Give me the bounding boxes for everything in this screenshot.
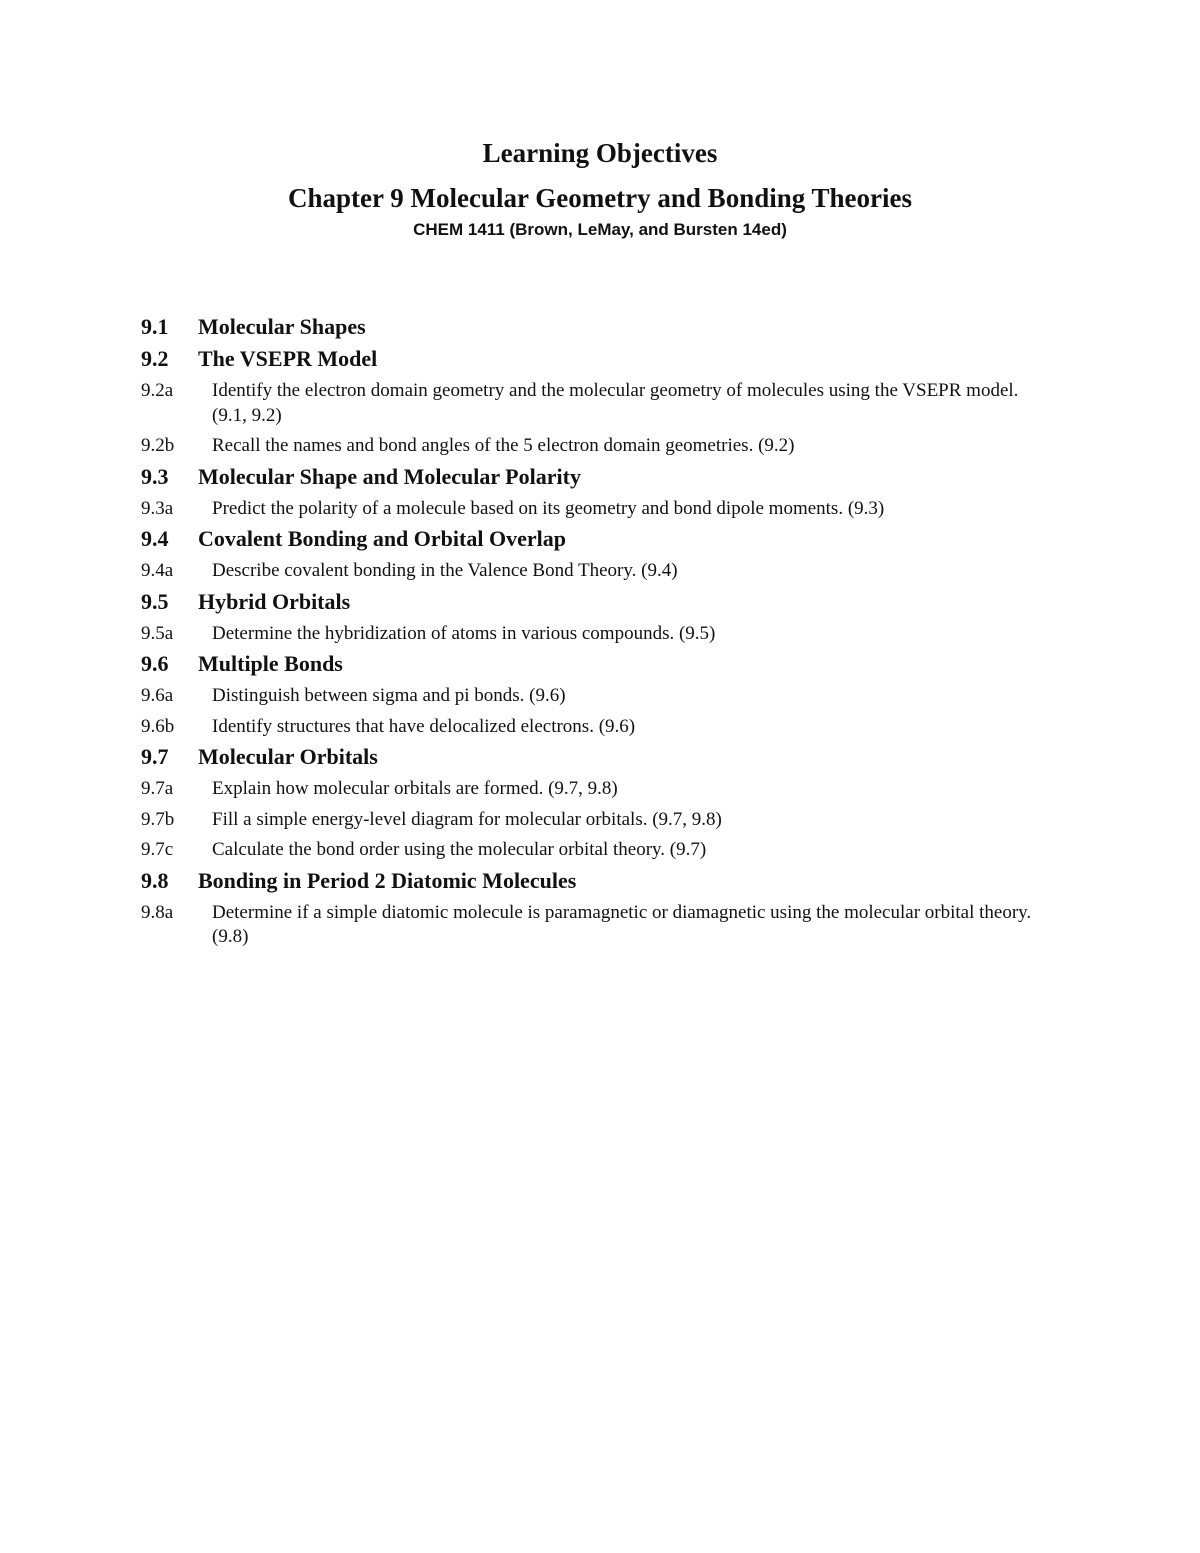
objective-text: Fill a simple energy-level diagram for molecular orbitals. (9.7, 9.8): [212, 808, 722, 830]
section-number: 9.3: [141, 463, 169, 489]
section-number: 9.4: [141, 526, 169, 551]
objective-item: [141, 808, 1041, 833]
objective-text: Identify structures that have delocalized electrons. (9.6): [212, 715, 636, 737]
section-title: Multiple Bonds: [198, 651, 343, 676]
objective-item: [141, 434, 1041, 459]
section-title: Molecular Shapes: [198, 314, 366, 339]
objective-text: Predict the polarity of a molecule based on its geometry and bond dipole moments. (9.3): [212, 497, 885, 519]
objective-text: Describe covalent bonding in the Valence Bond Theory. (9.4): [212, 560, 678, 581]
objective-text: Distinguish between sigma and pi bonds. (9.6): [212, 685, 566, 706]
objective-number: 9.7a: [141, 778, 174, 799]
objective-item: [141, 684, 1041, 709]
objective-text: Identify the electron domain geometry and the molecular geometry of molecules using the VSEPR model. (9.1, 9.2): [212, 380, 1019, 426]
section-heading: [141, 588, 1041, 616]
objective-item: [141, 622, 1041, 647]
objective-item: [141, 777, 1041, 802]
section-number: 9.7: [141, 744, 169, 769]
objective-item: [141, 715, 1041, 740]
objective-number: 9.8a: [141, 901, 174, 923]
section-number: 9.8: [141, 867, 169, 893]
document-title: Learning Objectives: [482, 138, 718, 168]
objective-number: 9.2b: [141, 435, 175, 456]
section-number: 9.1: [141, 314, 169, 339]
objective-item: [141, 901, 1041, 950]
course-subtitle: CHEM 1411 (Brown, LeMay, and Bursten 14ed): [413, 220, 787, 239]
section-number: 9.5: [141, 588, 169, 614]
section-number: 9.6: [141, 651, 169, 676]
objective-item: [141, 559, 1041, 584]
objective-number: 9.7b: [141, 808, 175, 830]
objective-number: 9.3a: [141, 497, 174, 519]
objective-item: [141, 838, 1041, 863]
objective-item: [141, 497, 1041, 522]
section-title: Molecular Shape and Molecular Polarity: [198, 463, 581, 489]
section-heading: [141, 867, 1041, 895]
section-heading: [141, 313, 1041, 341]
section-heading: [141, 743, 1041, 771]
section-number: 9.2: [141, 346, 169, 371]
section-heading: [141, 525, 1041, 553]
section-heading: [141, 345, 1041, 373]
objective-item: [141, 379, 1041, 428]
objectives-list: [141, 313, 1041, 950]
objective-text: Determine if a simple diatomic molecule is paramagnetic or diamagnetic using the molecular orbital theory. (9.8): [212, 901, 1032, 947]
objective-text: Recall the names and bond angles of the 5 electron domain geometries. (9.2): [212, 435, 795, 456]
section-title: The VSEPR Model: [198, 346, 378, 371]
section-title: Bonding in Period 2 Diatomic Molecules: [198, 867, 577, 893]
objective-number: 9.4a: [141, 560, 174, 581]
objective-number: 9.7c: [141, 839, 174, 860]
chapter-title: Chapter 9 Molecular Geometry and Bonding Theories: [288, 183, 912, 213]
section-title: Hybrid Orbitals: [198, 588, 351, 614]
section-heading: [141, 463, 1041, 491]
objective-number: 9.6a: [141, 685, 174, 706]
objective-text: Calculate the bond order using the molecular orbital theory. (9.7): [212, 839, 707, 860]
section-title: Molecular Orbitals: [198, 744, 378, 769]
objective-text: Explain how molecular orbitals are formed. (9.7, 9.8): [212, 778, 618, 799]
objective-number: 9.6b: [141, 715, 175, 737]
section-heading: [141, 650, 1041, 678]
section-title: Covalent Bonding and Orbital Overlap: [198, 526, 566, 551]
objective-number: 9.5a: [141, 622, 174, 644]
objective-number: 9.2a: [141, 380, 174, 401]
objective-text: Determine the hybridization of atoms in various compounds. (9.5): [212, 622, 716, 644]
